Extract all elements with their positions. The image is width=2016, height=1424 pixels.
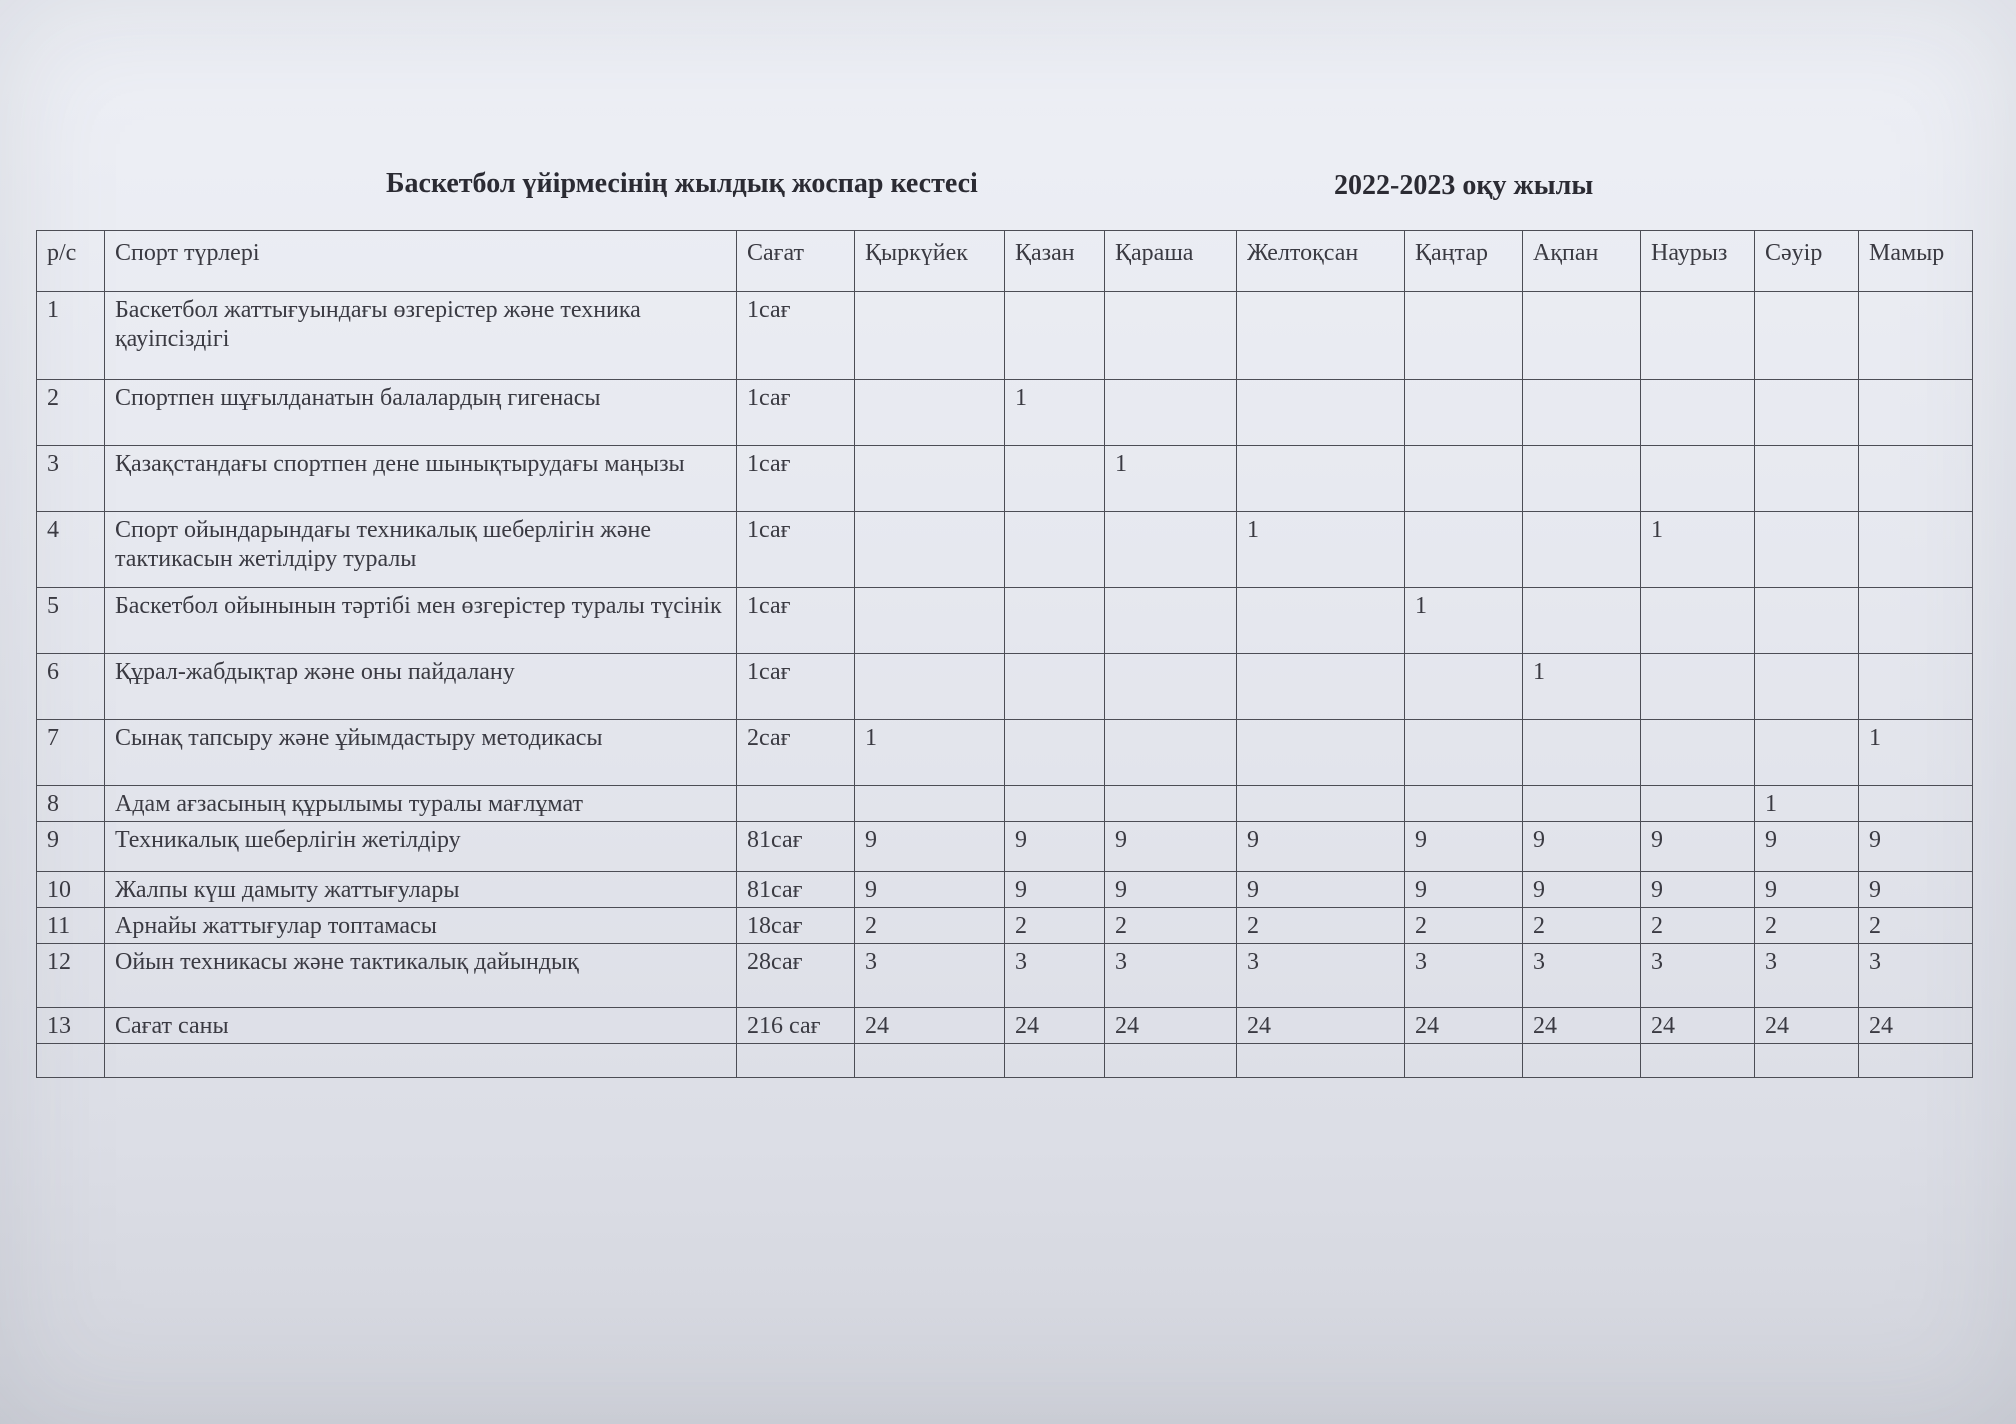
month-value-cell	[1859, 380, 1973, 446]
month-value-cell	[1523, 720, 1641, 786]
row-number-cell: 10	[37, 872, 105, 908]
month-value-cell	[1859, 588, 1973, 654]
month-value-cell	[1859, 446, 1973, 512]
month-value-cell	[1405, 512, 1523, 588]
academic-year: 2022-2023 оқу жылы	[1334, 170, 1594, 201]
table-row	[37, 588, 1973, 654]
table-row	[37, 380, 1973, 446]
month-value-cell: 1	[1523, 654, 1641, 720]
month-value-cell: 2	[1405, 908, 1523, 944]
row-number-cell: 5	[37, 588, 105, 654]
document-title: Баскетбол үйірмесінің жылдық жоспар кестесі	[386, 168, 978, 199]
month-value-cell: 3	[1641, 944, 1755, 1008]
month-value-cell	[1641, 720, 1755, 786]
month-value-cell: 9	[1523, 822, 1641, 872]
row-number-cell	[37, 1044, 105, 1078]
column-header-january: Қаңтар	[1405, 231, 1523, 292]
table-row	[37, 1008, 1973, 1044]
row-number-cell: 13	[37, 1008, 105, 1044]
month-value-cell	[1237, 292, 1405, 380]
month-value-cell: 9	[1405, 872, 1523, 908]
row-number-cell: 2	[37, 380, 105, 446]
month-value-cell	[1105, 380, 1237, 446]
month-value-cell	[1105, 292, 1237, 380]
month-value-cell: 1	[1755, 786, 1859, 822]
month-value-cell	[1755, 588, 1859, 654]
month-value-cell: 2	[1237, 908, 1405, 944]
hours-cell: 1сағ	[737, 446, 855, 512]
hours-cell: 1сағ	[737, 588, 855, 654]
row-number-cell: 8	[37, 786, 105, 822]
row-number-cell: 3	[37, 446, 105, 512]
month-value-cell: 3	[855, 944, 1005, 1008]
month-value-cell	[1523, 380, 1641, 446]
month-value-cell: 3	[1523, 944, 1641, 1008]
month-value-cell	[1405, 1044, 1523, 1078]
month-value-cell	[1405, 654, 1523, 720]
hours-cell: 28сағ	[737, 944, 855, 1008]
month-value-cell	[1405, 446, 1523, 512]
month-value-cell	[1005, 654, 1105, 720]
month-value-cell	[1641, 380, 1755, 446]
month-value-cell	[1859, 786, 1973, 822]
month-value-cell	[855, 292, 1005, 380]
month-value-cell	[1859, 292, 1973, 380]
month-value-cell	[1005, 512, 1105, 588]
month-value-cell	[1237, 380, 1405, 446]
month-value-cell	[1105, 1044, 1237, 1078]
month-value-cell: 2	[1105, 908, 1237, 944]
month-value-cell	[1237, 786, 1405, 822]
month-value-cell	[1641, 588, 1755, 654]
month-value-cell	[1859, 1044, 1973, 1078]
month-value-cell	[1237, 1044, 1405, 1078]
annual-plan-table	[36, 230, 1973, 1078]
sport-topic-cell: Сынақ тапсыру және ұйымдастыру методикасы	[105, 720, 737, 786]
month-value-cell: 2	[1005, 908, 1105, 944]
month-value-cell: 24	[1523, 1008, 1641, 1044]
month-value-cell: 9	[1237, 822, 1405, 872]
month-value-cell: 9	[1641, 872, 1755, 908]
row-number-cell: 12	[37, 944, 105, 1008]
hours-cell: 18сағ	[737, 908, 855, 944]
month-value-cell: 3	[1755, 944, 1859, 1008]
month-value-cell	[1405, 720, 1523, 786]
month-value-cell	[1523, 446, 1641, 512]
month-value-cell	[1755, 654, 1859, 720]
month-value-cell	[1755, 446, 1859, 512]
month-value-cell	[1641, 786, 1755, 822]
hours-cell: 1сағ	[737, 512, 855, 588]
month-value-cell	[1105, 654, 1237, 720]
month-value-cell: 9	[1859, 822, 1973, 872]
sport-topic-cell: Арнайы жаттығулар топтамасы	[105, 908, 737, 944]
month-value-cell	[1755, 1044, 1859, 1078]
month-value-cell: 2	[1859, 908, 1973, 944]
month-value-cell	[1523, 786, 1641, 822]
hours-cell	[737, 786, 855, 822]
table-row	[37, 654, 1973, 720]
month-value-cell: 24	[1005, 1008, 1105, 1044]
month-value-cell: 24	[1755, 1008, 1859, 1044]
table-row	[37, 292, 1973, 380]
column-header-may: Мамыр	[1859, 231, 1973, 292]
table-row	[37, 822, 1973, 872]
sport-topic-cell: Баскетбол жаттығуындағы өзгерістер және техника қауіпсіздігі	[105, 292, 737, 380]
sport-topic-cell: Адам ағзасының құрылымы туралы мағлұмат	[105, 786, 737, 822]
month-value-cell	[855, 512, 1005, 588]
row-number-cell: 6	[37, 654, 105, 720]
month-value-cell: 9	[1005, 872, 1105, 908]
table-row	[37, 512, 1973, 588]
column-header-num: р/с	[37, 231, 105, 292]
month-value-cell	[1237, 588, 1405, 654]
column-header-october: Қазан	[1005, 231, 1105, 292]
month-value-cell: 9	[1755, 822, 1859, 872]
table-row	[37, 786, 1973, 822]
table-row	[37, 908, 1973, 944]
header-row	[37, 231, 1973, 292]
month-value-cell: 24	[1641, 1008, 1755, 1044]
table-row	[37, 720, 1973, 786]
month-value-cell	[1005, 786, 1105, 822]
month-value-cell	[855, 1044, 1005, 1078]
month-value-cell: 9	[1105, 872, 1237, 908]
month-value-cell	[1105, 588, 1237, 654]
row-number-cell: 4	[37, 512, 105, 588]
table-row	[37, 446, 1973, 512]
table-body	[37, 292, 1973, 1078]
row-number-cell: 7	[37, 720, 105, 786]
month-value-cell: 9	[1641, 822, 1755, 872]
sport-topic-cell: Жалпы күш дамыту жаттығулары	[105, 872, 737, 908]
month-value-cell	[1523, 588, 1641, 654]
hours-cell: 1сағ	[737, 654, 855, 720]
column-header-november: Қараша	[1105, 231, 1237, 292]
month-value-cell: 3	[1859, 944, 1973, 1008]
month-value-cell	[1005, 292, 1105, 380]
month-value-cell	[855, 446, 1005, 512]
month-value-cell: 1	[1237, 512, 1405, 588]
sport-topic-cell	[105, 1044, 737, 1078]
month-value-cell	[1405, 292, 1523, 380]
month-value-cell	[855, 380, 1005, 446]
month-value-cell	[1005, 446, 1105, 512]
month-value-cell: 2	[855, 908, 1005, 944]
hours-cell	[737, 1044, 855, 1078]
month-value-cell: 24	[1105, 1008, 1237, 1044]
month-value-cell	[855, 654, 1005, 720]
column-header-february: Ақпан	[1523, 231, 1641, 292]
month-value-cell: 2	[1641, 908, 1755, 944]
month-value-cell: 24	[1237, 1008, 1405, 1044]
month-value-cell	[1105, 786, 1237, 822]
month-value-cell: 9	[1755, 872, 1859, 908]
month-value-cell	[1641, 654, 1755, 720]
month-value-cell	[1755, 380, 1859, 446]
sport-topic-cell: Қазақстандағы спортпен дене шынықтырудағы маңызы	[105, 446, 737, 512]
sport-topic-cell: Техникалық шеберлігін жетілдіру	[105, 822, 737, 872]
month-value-cell: 9	[855, 822, 1005, 872]
hours-cell: 81сағ	[737, 822, 855, 872]
sport-topic-cell: Ойын техникасы және тактикалық дайындық	[105, 944, 737, 1008]
column-header-december: Желтоқсан	[1237, 231, 1405, 292]
month-value-cell	[855, 588, 1005, 654]
month-value-cell: 1	[1005, 380, 1105, 446]
month-value-cell: 24	[1859, 1008, 1973, 1044]
month-value-cell	[1641, 1044, 1755, 1078]
month-value-cell	[1005, 588, 1105, 654]
month-value-cell	[1105, 512, 1237, 588]
sport-topic-cell: Баскетбол ойынынын тәртібі мен өзгерістер туралы түсінік	[105, 588, 737, 654]
month-value-cell	[1755, 720, 1859, 786]
table-row	[37, 1044, 1973, 1078]
month-value-cell: 9	[1237, 872, 1405, 908]
month-value-cell	[1005, 1044, 1105, 1078]
month-value-cell: 9	[1405, 822, 1523, 872]
month-value-cell	[1755, 292, 1859, 380]
column-header-april: Сәуір	[1755, 231, 1859, 292]
month-value-cell: 1	[1105, 446, 1237, 512]
sport-topic-cell: Сағат саны	[105, 1008, 737, 1044]
month-value-cell	[1755, 512, 1859, 588]
month-value-cell: 9	[1859, 872, 1973, 908]
column-header-sport: Спорт түрлері	[105, 231, 737, 292]
month-value-cell: 2	[1523, 908, 1641, 944]
month-value-cell	[1523, 292, 1641, 380]
month-value-cell: 1	[1859, 720, 1973, 786]
hours-cell: 1сағ	[737, 292, 855, 380]
table-row	[37, 872, 1973, 908]
month-value-cell: 9	[855, 872, 1005, 908]
table-row	[37, 944, 1973, 1008]
month-value-cell: 24	[1405, 1008, 1523, 1044]
month-value-cell	[1005, 720, 1105, 786]
month-value-cell	[1105, 720, 1237, 786]
month-value-cell: 3	[1005, 944, 1105, 1008]
sport-topic-cell: Спорт ойындарындағы техникалық шеберлігін және тактикасын жетілдіру туралы	[105, 512, 737, 588]
row-number-cell: 11	[37, 908, 105, 944]
month-value-cell: 3	[1405, 944, 1523, 1008]
month-value-cell: 1	[855, 720, 1005, 786]
month-value-cell: 3	[1237, 944, 1405, 1008]
month-value-cell: 2	[1755, 908, 1859, 944]
sport-topic-cell: Спортпен шұғылданатын балалардың гигенасы	[105, 380, 737, 446]
month-value-cell	[1523, 1044, 1641, 1078]
month-value-cell	[1523, 512, 1641, 588]
month-value-cell	[1405, 786, 1523, 822]
month-value-cell	[855, 786, 1005, 822]
column-header-hours: Сағат	[737, 231, 855, 292]
month-value-cell: 9	[1005, 822, 1105, 872]
hours-cell: 2сағ	[737, 720, 855, 786]
month-value-cell: 9	[1523, 872, 1641, 908]
month-value-cell	[1405, 380, 1523, 446]
month-value-cell: 1	[1641, 512, 1755, 588]
month-value-cell	[1859, 512, 1973, 588]
hours-cell: 1сағ	[737, 380, 855, 446]
month-value-cell: 9	[1105, 822, 1237, 872]
month-value-cell	[1237, 720, 1405, 786]
month-value-cell	[1237, 446, 1405, 512]
month-value-cell	[1641, 446, 1755, 512]
month-value-cell: 1	[1405, 588, 1523, 654]
month-value-cell: 24	[855, 1008, 1005, 1044]
month-value-cell	[1641, 292, 1755, 380]
month-value-cell	[1859, 654, 1973, 720]
column-header-september: Қыркүйек	[855, 231, 1005, 292]
row-number-cell: 9	[37, 822, 105, 872]
row-number-cell: 1	[37, 292, 105, 380]
sport-topic-cell: Құрал-жабдықтар және оны пайдалану	[105, 654, 737, 720]
month-value-cell	[1237, 654, 1405, 720]
month-value-cell: 3	[1105, 944, 1237, 1008]
column-header-march: Наурыз	[1641, 231, 1755, 292]
hours-cell: 81сағ	[737, 872, 855, 908]
hours-cell: 216 сағ	[737, 1008, 855, 1044]
